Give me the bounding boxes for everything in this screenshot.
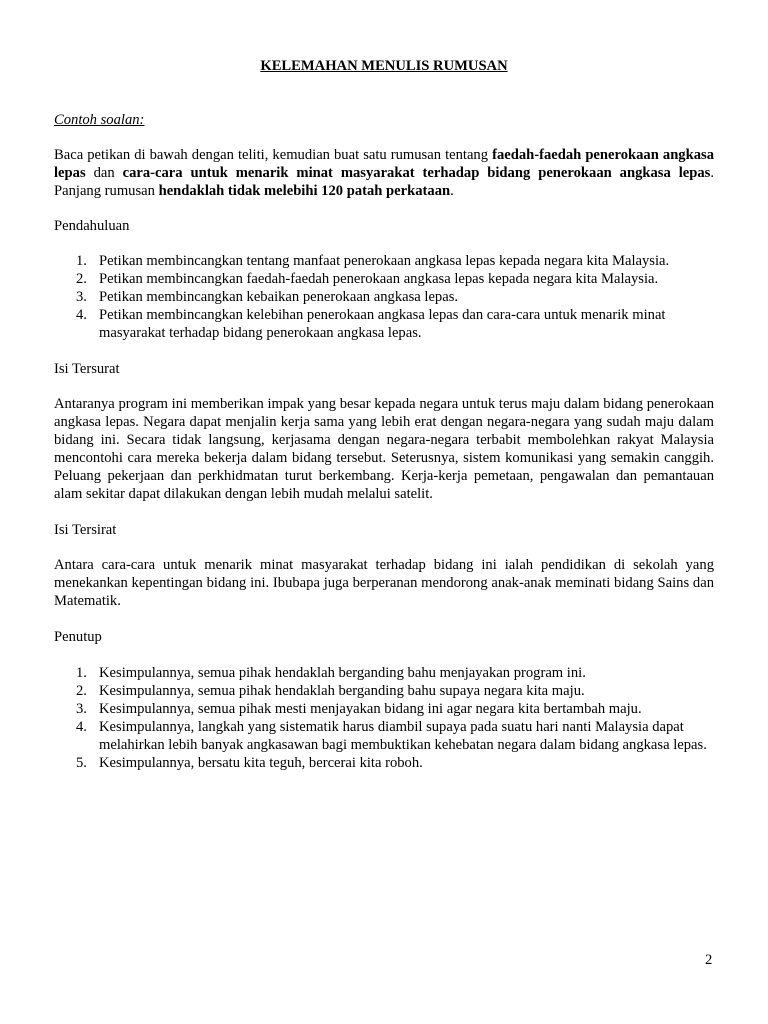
list-item: 1. Petikan membincangkan tentang manfaat penerokaan angkasa lepas kepada negara kita Malaysia. <box>76 253 670 269</box>
list-item: 3. Petikan membincangkan kebaikan penerokaan angkasa lepas. <box>76 289 459 305</box>
document-title: KELEMAHAN MENULIS RUMUSAN <box>260 58 508 74</box>
contoh-soalan-label: Contoh soalan: <box>54 112 145 128</box>
list-item: 3. Kesimpulannya, semua pihak mesti menjayakan bidang ini agar negara kita bertambah maju. <box>76 701 642 717</box>
question-paragraph: Baca petikan di bawah dengan teliti, kemudian buat satu rumusan tentang faedah-faedah penerokaan angkasa lepas dan cara-cara untuk menarik minat masyarakat terhadap bidang penerokaan angkasa lepas. Panjang rumusan hendaklah tidak melebihi 120 patah perkataan. <box>54 147 714 199</box>
pendahuluan-list <box>54 252 714 342</box>
isi-tersurat-paragraph: Antaranya program ini memberikan impak yang besar kepada negara untuk terus maju dalam bidang penerokaan angkasa lepas. Negara dapat menjalin kerja sama yang lebih erat dengan negara-negara yang sudah maju dalam bidang ini. Secara tidak langsung, kerjasama dengan negara-negara terbabit membolehkan rakyat Malaysia mencontohi cara mereka bekerja dalam bidang tersebut. Seterusnya, sistem komunikasi yang semakin canggih. Peluang pekerjaan dan perkhidmatan turut berkembang. Kerja-kerja pemetaan, pengawalan dan pemantauan alam sekitar dapat dilakukan dengan lebih mudah melalui satelit. <box>54 396 714 502</box>
list-item: 4. Kesimpulannya, langkah yang sistematik harus diambil supaya pada suatu hari nanti Malaysia dapat melahirkan lebih banyak angkasawan bagi membuktikan kehebatan negara dalam bidang angkasa lepas. <box>76 719 707 753</box>
isi-tersirat-heading: Isi Tersirat <box>54 522 117 538</box>
list-item: 2. Kesimpulannya, semua pihak hendaklah berganding bahu supaya negara kita maju. <box>76 683 585 699</box>
penutup-list <box>54 664 714 772</box>
list-item: 2. Petikan membincangkan faedah-faedah penerokaan angkasa lepas kepada negara kita Malaysia. <box>76 271 659 287</box>
page-number: 2 <box>705 952 713 968</box>
list-item: 5. Kesimpulannya, bersatu kita teguh, bercerai kita roboh. <box>76 755 423 771</box>
list-item: 1. Kesimpulannya, semua pihak hendaklah berganding bahu menjayakan program ini. <box>76 665 586 681</box>
isi-tersirat-paragraph: Antara cara-cara untuk menarik minat masyarakat terhadap bidang ini ialah pendidikan di sekolah yang menekankan kepentingan bidang ini. Ibubapa juga berperanan mendorong anak-anak meminati bidang Sains dan Matematik. <box>54 557 714 609</box>
penutup-heading: Penutup <box>54 629 102 645</box>
pendahuluan-heading: Pendahuluan <box>54 218 130 234</box>
list-item: 4. Petikan membincangkan kelebihan penerokaan angkasa lepas dan cara-cara untuk menarik minat masyarakat terhadap bidang penerokaan angkasa lepas. <box>76 307 666 341</box>
isi-tersurat-heading: Isi Tersurat <box>54 361 120 377</box>
